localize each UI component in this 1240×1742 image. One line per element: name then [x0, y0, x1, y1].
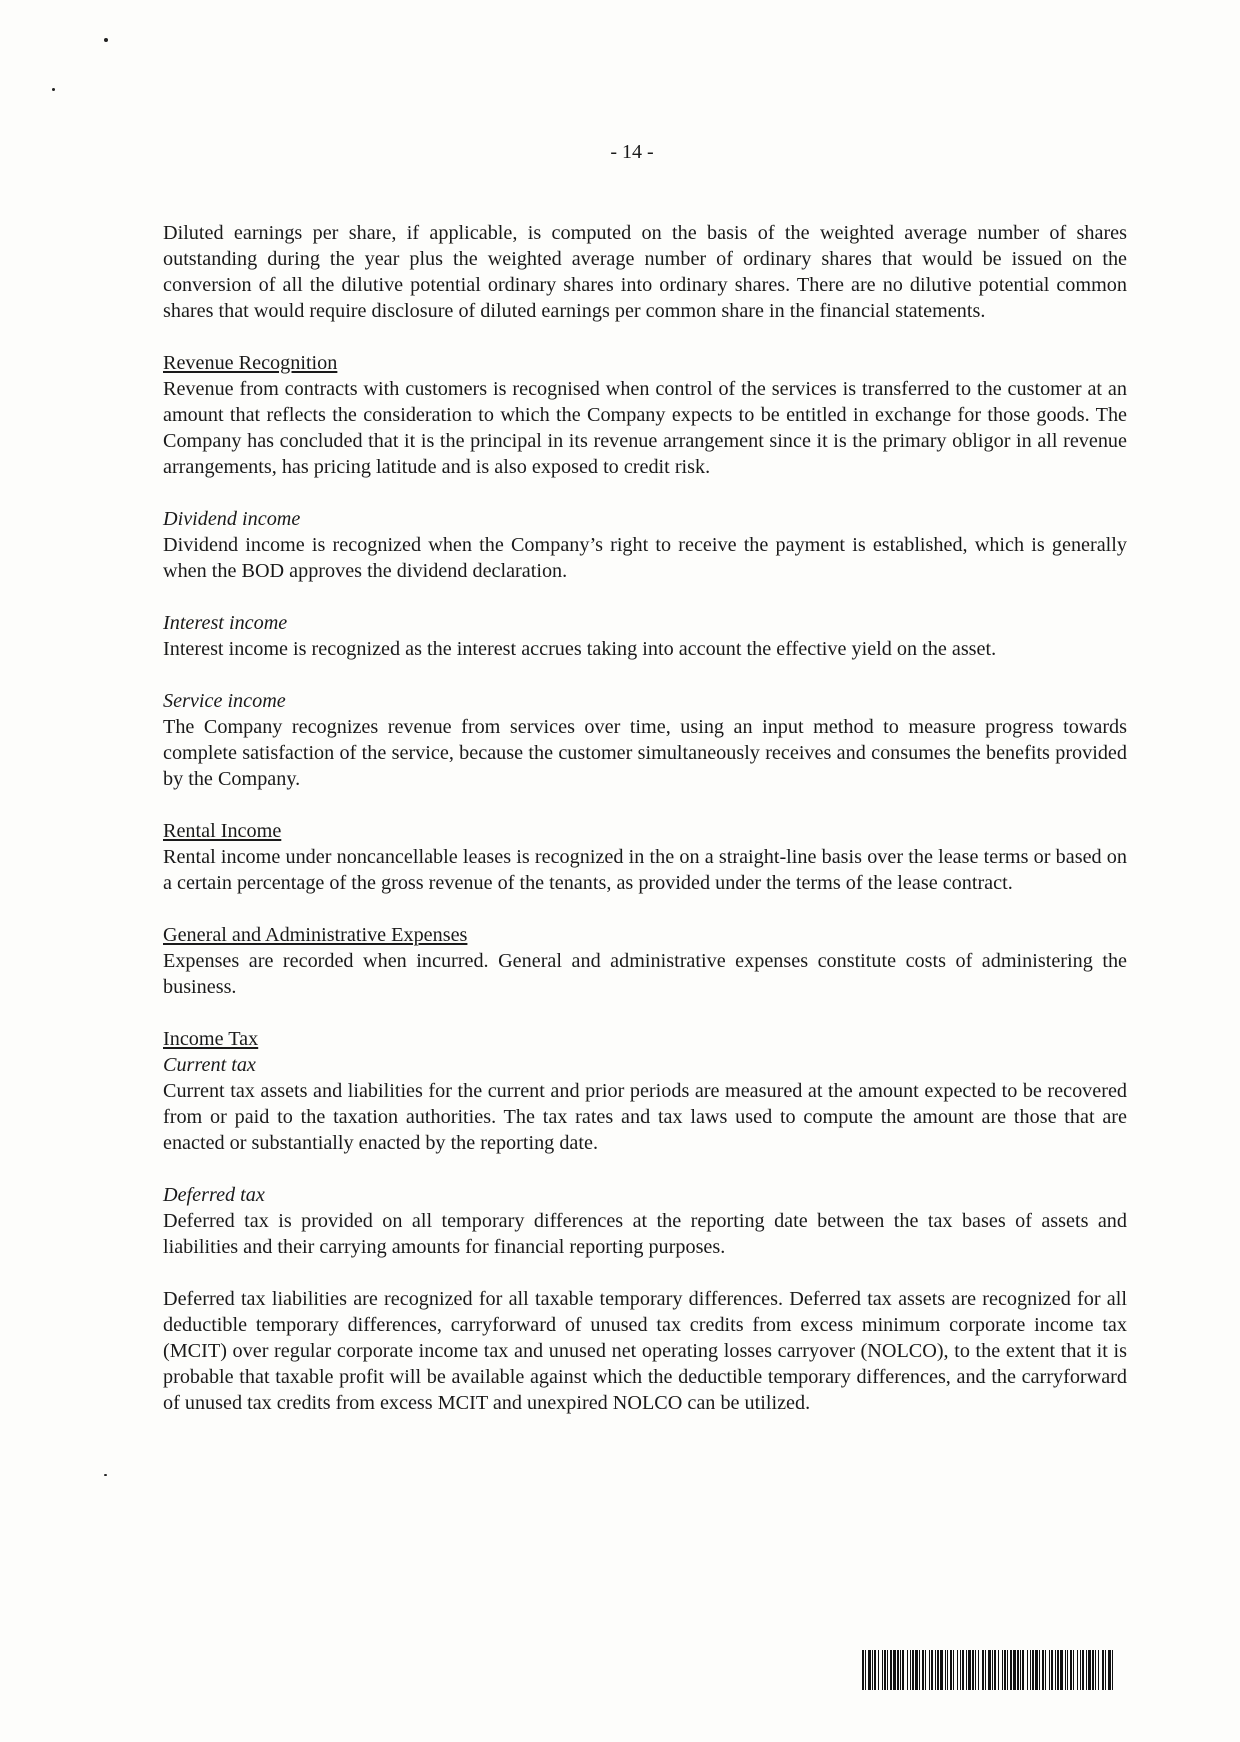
barcode-bar: [1007, 1650, 1008, 1690]
scan-speck: [52, 88, 55, 91]
barcode-bar: [882, 1650, 883, 1690]
barcode-bar: [966, 1650, 967, 1690]
barcode-bar: [972, 1650, 974, 1690]
service-income-section: [163, 688, 1127, 792]
rental-income-heading: Rental Income: [163, 820, 282, 842]
barcode-bar: [1010, 1650, 1012, 1690]
barcode-bar: [960, 1650, 961, 1690]
barcode-bar: [902, 1650, 904, 1690]
current-tax-heading: Current tax: [163, 1054, 256, 1076]
barcode-bar: [931, 1650, 933, 1690]
barcode-bar: [1057, 1650, 1059, 1690]
barcode-bar: [975, 1650, 976, 1690]
barcode-bar: [950, 1650, 952, 1690]
barcode-bar: [915, 1650, 918, 1690]
barcode-bar: [1002, 1650, 1003, 1690]
barcode-bar: [937, 1650, 939, 1690]
barcode-bar: [1105, 1650, 1106, 1690]
barcode-bar: [1027, 1650, 1028, 1690]
barcode-bar: [935, 1650, 936, 1690]
interest-income-section: [163, 610, 1127, 662]
barcode-bar: [1022, 1650, 1024, 1690]
service-income-heading: Service income: [163, 690, 286, 712]
barcode-bar: [912, 1650, 914, 1690]
barcode-bar: [1082, 1650, 1084, 1690]
barcode-bar: [900, 1650, 901, 1690]
revenue-recognition-heading: Revenue Recognition: [163, 352, 338, 374]
barcode-bar: [897, 1650, 899, 1690]
revenue-recognition-paragraph: Revenue from contracts with customers is recognised when control of the services is transferred to the customer at an amount that reflects the consideration to which the Company expects to be entitled in exchange for those goods. The Company has concluded that it is the principal in its revenue arrangement since it is the primary obligor in all revenue arrangements, has pricing latitude and is also exposed to credit risk.: [163, 378, 1127, 478]
barcode-bar: [1092, 1650, 1094, 1690]
deferred-tax-heading: Deferred tax: [163, 1184, 265, 1206]
deferred-tax-section: [163, 1182, 1127, 1260]
barcode-bar: [1032, 1650, 1034, 1690]
barcode-bar: [1073, 1650, 1074, 1690]
barcode-bar: [985, 1650, 986, 1690]
barcode-bar: [884, 1650, 886, 1690]
barcode-bar: [945, 1650, 946, 1690]
barcode-bar: [890, 1650, 892, 1690]
barcode-bar: [953, 1650, 954, 1690]
deferred-tax-liabilities-section: [163, 1286, 1127, 1416]
barcode-bar: [1055, 1650, 1056, 1690]
barcode-bar: [992, 1650, 993, 1690]
barcode-bar: [982, 1650, 984, 1690]
ga-expenses-paragraph: Expenses are recorded when incurred. General and administrative expenses constitute costs of administering the business.: [163, 950, 1127, 998]
barcode-bar: [893, 1650, 896, 1690]
barcode-bar: [1049, 1650, 1050, 1690]
barcode-bar: [988, 1650, 991, 1690]
dividend-income-heading: Dividend income: [163, 508, 301, 530]
barcode-bar: [878, 1650, 879, 1690]
barcode-bar: [907, 1650, 908, 1690]
barcode-bar: [1051, 1650, 1053, 1690]
barcode-bar: [1030, 1650, 1031, 1690]
barcode-bar: [1013, 1650, 1016, 1690]
rental-income-paragraph: Rental income under noncancellable leases is recognized in the on a straight-line basis over the lease terms or based on a certain percentage of the gross revenue of the tenants, as provided under the terms of the lease contract.: [163, 846, 1127, 894]
deferred-tax-paragraph: Deferred tax is provided on all temporary differences at the reporting date between the tax bases of assets and liabilities and their carrying amounts for financial reporting purposes.: [163, 1210, 1127, 1258]
barcode-bar: [1067, 1650, 1068, 1690]
revenue-recognition-section: [163, 350, 1127, 480]
diluted-eps-section: [163, 220, 1127, 324]
barcode-bar: [1102, 1650, 1104, 1690]
barcode-bar: [1112, 1650, 1113, 1690]
scan-speck: [104, 38, 108, 42]
ga-expenses-section: [163, 922, 1127, 1000]
barcode-bar: [919, 1650, 920, 1690]
barcode-bar: [865, 1650, 866, 1690]
barcode-bar: [1039, 1650, 1040, 1690]
deferred-tax-liabilities-paragraph: Deferred tax liabilities are recognized for all taxable temporary differences. Deferred tax assets are recognized for all deductible temporary differences, carryforward of unused tax credits from excess minimum corporate income tax (MCIT) over regular corporate income tax and unused net operating losses carryover (NOLCO), to the extent that it is probable that taxable profit will be available against which the deductible temporary differences, and the carryforward of unused tax credits from excess MCIT and unexpired NOLCO can be utilized.: [163, 1288, 1127, 1414]
barcode-bar: [872, 1650, 873, 1690]
page-number: - 14 -: [610, 141, 654, 163]
current-tax-paragraph: Current tax assets and liabilities for the current and prior periods are measured at the amount expected to be recovered from or paid to the taxation authorities. The tax rates and tax laws used to compute the amount are those that are enacted or substantially enacted by the reporting date.: [163, 1080, 1127, 1154]
barcode-bar: [947, 1650, 948, 1690]
service-income-paragraph: The Company recognizes revenue from services over time, using an input method to measure progress towards complete satisfaction of the service, because the customer simultaneously receives and consumes the benefits provided by the Company.: [163, 716, 1127, 790]
barcode-bar: [957, 1650, 958, 1690]
scan-speck: [104, 1474, 107, 1476]
barcode-bar: [1088, 1650, 1091, 1690]
barcode-bar: [1095, 1650, 1096, 1690]
barcode-bar: [862, 1650, 864, 1690]
barcode-bar: [1065, 1650, 1066, 1690]
barcode-bar: [994, 1650, 996, 1690]
barcode-bar: [1045, 1650, 1046, 1690]
barcode-bar: [887, 1650, 888, 1690]
barcode-bar: [1070, 1650, 1072, 1690]
barcode-bar: [1035, 1650, 1038, 1690]
barcode-bar: [968, 1650, 971, 1690]
barcode-bar: [910, 1650, 911, 1690]
barcode-bar: [1098, 1650, 1099, 1690]
barcode-bar: [922, 1650, 924, 1690]
rental-income-section: [163, 818, 1127, 896]
barcode-bar: [1020, 1650, 1021, 1690]
barcode-bar: [962, 1650, 964, 1690]
income-tax-heading: Income Tax: [163, 1028, 259, 1050]
barcode-bar: [1086, 1650, 1087, 1690]
income-tax-section: [163, 1026, 1127, 1156]
barcode-bar: [1017, 1650, 1019, 1690]
barcode-bar: [1004, 1650, 1006, 1690]
barcode-bar: [874, 1650, 876, 1690]
barcode-bar: [940, 1650, 943, 1690]
document-body: [163, 220, 1127, 1442]
diluted-eps-paragraph: Diluted earnings per share, if applicable, is computed on the basis of the weighted average number of shares outstanding during the year plus the weighted average number of ordinary shares that would be issued on the conversion of all the dilutive potential ordinary shares into ordinary shares. There are no dilutive potential common shares that would require disclosure of diluted earnings per common share in the financial statements.: [163, 222, 1127, 322]
barcode-bar: [978, 1650, 979, 1690]
dividend-income-paragraph: Dividend income is recognized when the Company’s right to receive the payment is established, which is generally when the BOD approves the dividend declaration.: [163, 534, 1127, 582]
barcode-bar: [1060, 1650, 1063, 1690]
barcode-image: [862, 1650, 1114, 1690]
barcode-bar: [925, 1650, 926, 1690]
barcode-bar: [1077, 1650, 1078, 1690]
barcode-bar: [1080, 1650, 1081, 1690]
barcode-bar: [1108, 1650, 1111, 1690]
ga-expenses-heading: General and Administrative Expenses: [163, 924, 468, 946]
barcode-bar: [1042, 1650, 1044, 1690]
barcode-bar: [998, 1650, 999, 1690]
dividend-income-section: [163, 506, 1127, 584]
interest-income-heading: Interest income: [163, 612, 288, 634]
barcode-bar: [868, 1650, 871, 1690]
interest-income-paragraph: Interest income is recognized as the interest accrues taking into account the effective yield on the asset.: [163, 638, 997, 660]
barcode-bar: [929, 1650, 930, 1690]
